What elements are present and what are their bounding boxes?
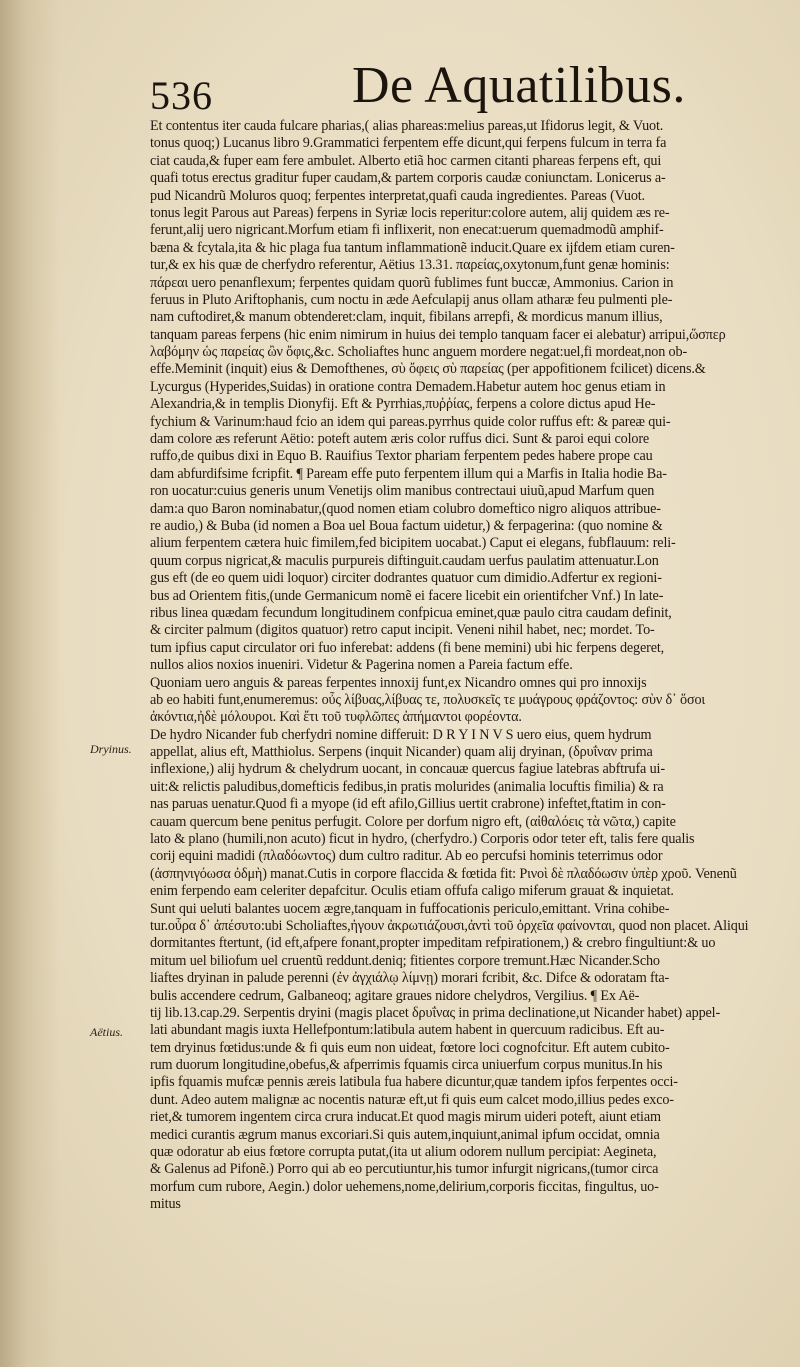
text-line: dunt. Adeo autem malignæ ac nocentis naturæ eft,ut fi quis eum calcet modo,illius pedes exco- [150,1091,674,1108]
text-line: dam abfurdifsime fcripfit. ¶ Paream effe puto ferpentem illum qui a Marfis in Italia hodie Ba- [150,465,667,482]
text-line: Et contentus iter cauda fulcare pharias,( alias phareas:melius pareas,ut Ifidorus legit, & Vuot. [150,118,664,134]
text-line: λαβόμην ὡς παρείας ὢν ὄφις,&c. Scholiaftes hunc anguem mordere negat:uel,fi mordeat,non ob- [150,344,688,361]
text-line: inflexione,) alij hydrum & chelydrum uocant, in concauæ quercus fagiue latebras abftrufa ui- [150,761,665,778]
text-line: ab eo habiti funt,enumeremus: οὖς λίβυας,λίβυας τε, πολυσκεῖς τε μυάγρους φράζοντος: σὺν δ᾽ ὅσοι [150,691,706,708]
text-line: quafi totus erectus graditur fuper caudam,& partem corporis caudæ coniunctam. Lonicerus a- [150,170,666,187]
text-line: re audio,) & Buba (id nomen a Boa uel Boua factum uidetur,) & ferpagerina: (quo nomine & [150,517,663,534]
text-line: & Galenus ad Pifonẽ.) Porro qui ab eo percutiuntur,his tumor infurgit nigricans,(tumor circa [150,1161,659,1178]
text-line: nullos alios noxios inueniri. Videtur & Pagerina nomen a Pareia factum effe. [150,657,573,674]
text-line: Quoniam uero anguis & pareas ferpentes innoxij funt,ex Nicandro omnes qui pro innoxijs [150,674,647,691]
text-line: gus eft (de eo quem uidi loquor) circiter dodrantes quatuor cum dimidio.Adfertur ex regioni- [150,570,662,587]
text-line: feruus in Pluto Ariftophanis, cum noctu in æde Aefculapij anus ollam atharæ feu pulmenti ple- [150,291,673,308]
text-line: cauam quercum bene penitus perfugit. Colore per dorfum nigro eft, (αἰθαλόεις τὰ νῶτα,) capite [150,813,676,830]
text-line: corij equini madidi (πλαδόωντος) dum cultro raditur. Ab eo percufsi hominis teterrimus odor [150,848,663,865]
text-line: lato & plano (humili,non acuto) ficut in hydro, (cherfydro.) Corporis odor teter eft, talis fere qualis [150,831,695,848]
text-line: Alexandria,& in templis Dionyfij. Eft & Pyrrhias,πυῤῥίας, ferpens a colore dictus apud He- [150,396,656,413]
text-line: tur.οὖρα δ᾽ ἀπέσυτο:ubi Scholiaftes,ἠγουν ἀκρωτιάζουσι,ἀντὶ τοῦ ὀρχεῖα φαίνονται, quod non placet. Aliqui [150,917,749,934]
text-line: bulis accendere cedrum, Galbaneoq; agitare graues nidore chelydros, Vergilius. ¶ Ex Aë- [150,987,640,1004]
text-line: tur,& ex his quæ de cherfydro referentur, Aëtius 13.31. παρείας,oxytonum,funt genæ hominis: [150,257,670,274]
text-line: morfum cum rubore, Aegin.) dolor uehemens,nome,delirium,corporis ficcitas, fingultus, uo- [150,1178,659,1195]
text-line: tonus legit Parous aut Pareas) ferpens in Syriæ locis reperitur:colore autem, alij quidem æs re- [150,204,670,221]
text-line: quum corpus nigricat,& maculis purpureis diftinguit.caudam uerfus paulatim attenuatur.Lon [150,552,659,569]
text-line: πάρεαι uero penanflexum; ferpentes quidam quorũ fublimes funt buccæ, Ammonius. Carion in [150,274,674,291]
margin-note-aetius: Aëtius. [90,1025,123,1039]
text-line: tij lib.13.cap.29. Serpentis dryini (magis placet δρυΐνας in prima declinatione,ut Nicander habet) appel- [150,1004,721,1021]
text-line: appellat, alius eft, Matthiolus. Serpens (inquit Nicander) quam alij dryinan, (δρυΐναν prima [150,744,653,761]
text-line: liaftes dryinan in palude perenni (ἐν ἀγχιάλῳ λίμνῃ) morari fcribit, &c. Difce & odoratam fta- [150,970,670,987]
text-line: tum ipfius caput circulator ori fuo inferebat: addens (fi bene memini) ubi hic ferpens degeret, [150,639,665,656]
text-line: dam colore æs referunt Aëtio: poteft autem æris color ruffus dici. Sunt & paroi equi colore [150,431,650,448]
text-line: mitus [150,1196,181,1213]
page-gutter-shadow [0,0,60,1367]
text-line: dam:a quo Baron nominabatur,(quod nomen etiam colubro domeftico nigro aliquos attribue- [150,500,661,517]
text-line: ribus linea quædam fecundum longitudinem confpicua eminet,quæ paulo citra caudam definit, [150,604,672,621]
text-line: tem dryinus fœtidus:unde & fi quis eum non uideat, fœtore loci cognofcitur. Eft autem cubito- [150,1039,670,1056]
text-line: ferunt,alij uero nigricant.Morfum etiam fi inflixerit, non enecat:uerum quemadmodũ amphif- [150,222,664,239]
text-line: pud Nicandrũ Moluros quoq; ferpentes interpretat,quafi cauda ingredientes. Pareas (Vuot. [150,187,645,204]
margin-note-dryinus: Dryinus. [90,742,132,756]
page-number: 536 [150,73,213,118]
text-line: Sunt qui ueluti balantes uocem ægre,tanquam in fuffocationis periculo,emittant. Vrina cohibe- [150,900,670,917]
text-line: (ἀσπηνιγόωσα ὀδμὴ) manat.Cutis in corpore flaccida & fœtida fit: Ρινοὶ δὲ πλαδόωσιν ὑπὲρ χροῦ. Venenũ [150,865,737,882]
text-line: ron uocatur:cuius generis unum Venetijs olim manibus contrectaui uiuũ,apud Marfum quen [150,483,655,500]
text-line: enim ferpendo eam celeriter depafcitur. Oculis etiam offufa caligo miferum grauat & inquietat. [150,883,674,900]
text-line: uit:& relictis paludibus,domefticis fedibus,in pratis molurides (animalia locuftis fimilia) & ra [150,778,664,795]
text-line: ciat cauda,& fuper eam fere ambulet. Alberto etiã hoc carmen citanti phareas ferpens eft, qui [150,152,662,169]
text-line: ἀκόντια,ἠδὲ μόλουροι. Καὶ ἔτι τοῦ τυφλῶπες ἀπήμαντοι φορέοντα. [150,709,522,726]
text-line: alium ferpentem cætera huic fimilem,fed bicipitem uocabat.) Caput ei elegans, fubflauum: reli- [150,535,676,552]
text-line: De hydro Nicander fub cherfydri nomine differuit: D R Y I N V S uero eius, quem hydrum [150,726,652,743]
text-line: lati abundant magis iuxta Hellefpontum:latibula autem habent in quercuum radicibus. Eft au- [150,1022,665,1039]
text-line: mitum uel biliofum uel cruentũ reddunt.deniq; fitientes corpore tremunt.Hæc Nicander.Scho [150,952,660,969]
text-line: ipfis fquamis mufcæ pennis æreis latibula fua habere dicuntur,quæ tandem ipfos ferpentes occi- [150,1074,678,1091]
text-line: bus ad Orientem fitis,(unde Germanicum nomẽ ei facere licebit ein orientifcher Vnf.) In late- [150,587,664,604]
text-line: rum duorum longitudine,obefus,& afperrimis fquamis circa uniuerfum corpus munitus.In his [150,1057,663,1074]
text-line: effe.Meminit (inquit) eius & Demofthenes, σὺ ὄφεις σὺ παρείας (per appofitionem fcilicet) dicens.& [150,361,706,378]
text-line: ruffo,de quibus dixi in Equo B. Rauifius Textor phariam ferpentem pedes habere prope cau [150,448,653,465]
body-text [150,118,790,1214]
text-line: Lycurgus (Hyperides,Suidas) in oratione contra Demadem.Habetur autem hoc genus etiam in [150,378,666,395]
text-line: tonus quoq;) Lucanus libro 9.Grammatici ferpentem effe dicunt,qui ferpens fulcum in terra fa [150,135,667,152]
running-head-title: De Aquatilibus. [352,57,686,114]
text-line: medici curantis ægrum manus excoriari.Si quis autem,inquiunt,animal ipfum occidat, omnia [150,1126,660,1143]
text-line: & circiter palmum (digitos quatuor) retro caput incipit. Veneni nihil habet, nec; mordet. To- [150,622,655,639]
text-line: quæ odoratur ab eius fœtore corrupta putat,(ita ut alium odorem nullum percipiat: Aegineta, [150,1144,657,1161]
text-line: dormitantes ftertunt, (id eft,afpere fonant,propter impeditam refpirationem,) & crebro fingultiunt:& uo [150,935,716,952]
text-line: bæna & fcytala,ita & hic plaga fua tantum inflammationẽ inducit.Quare ex ijfdem etiam curen- [150,239,675,256]
text-line: nam cuftodiret,& manum obtenderet:clam, inquit, fibilans arrepfi, & mordicus manum illius, [150,309,663,326]
text-line: tanquam pareas ferpens (hic enim nimirum in huius dei templo tanquam facer ei alebatur) arripui,ὥσπερ [150,326,726,343]
text-line: riet,& tumorem ingentem circa crura inducat.Et quod magis mirum uideri poteft, aiunt etiam [150,1109,661,1126]
text-line: fychium & Varinum:haud fcio an idem qui pareas.pyrrhus quide color ruffus eft: & pareæ qui- [150,413,671,430]
text-line: nas paruas uenatur.Quod fi a myope (id eft afilo,Gillius uertit crabrone) infeftet,ftatim in con- [150,796,666,813]
